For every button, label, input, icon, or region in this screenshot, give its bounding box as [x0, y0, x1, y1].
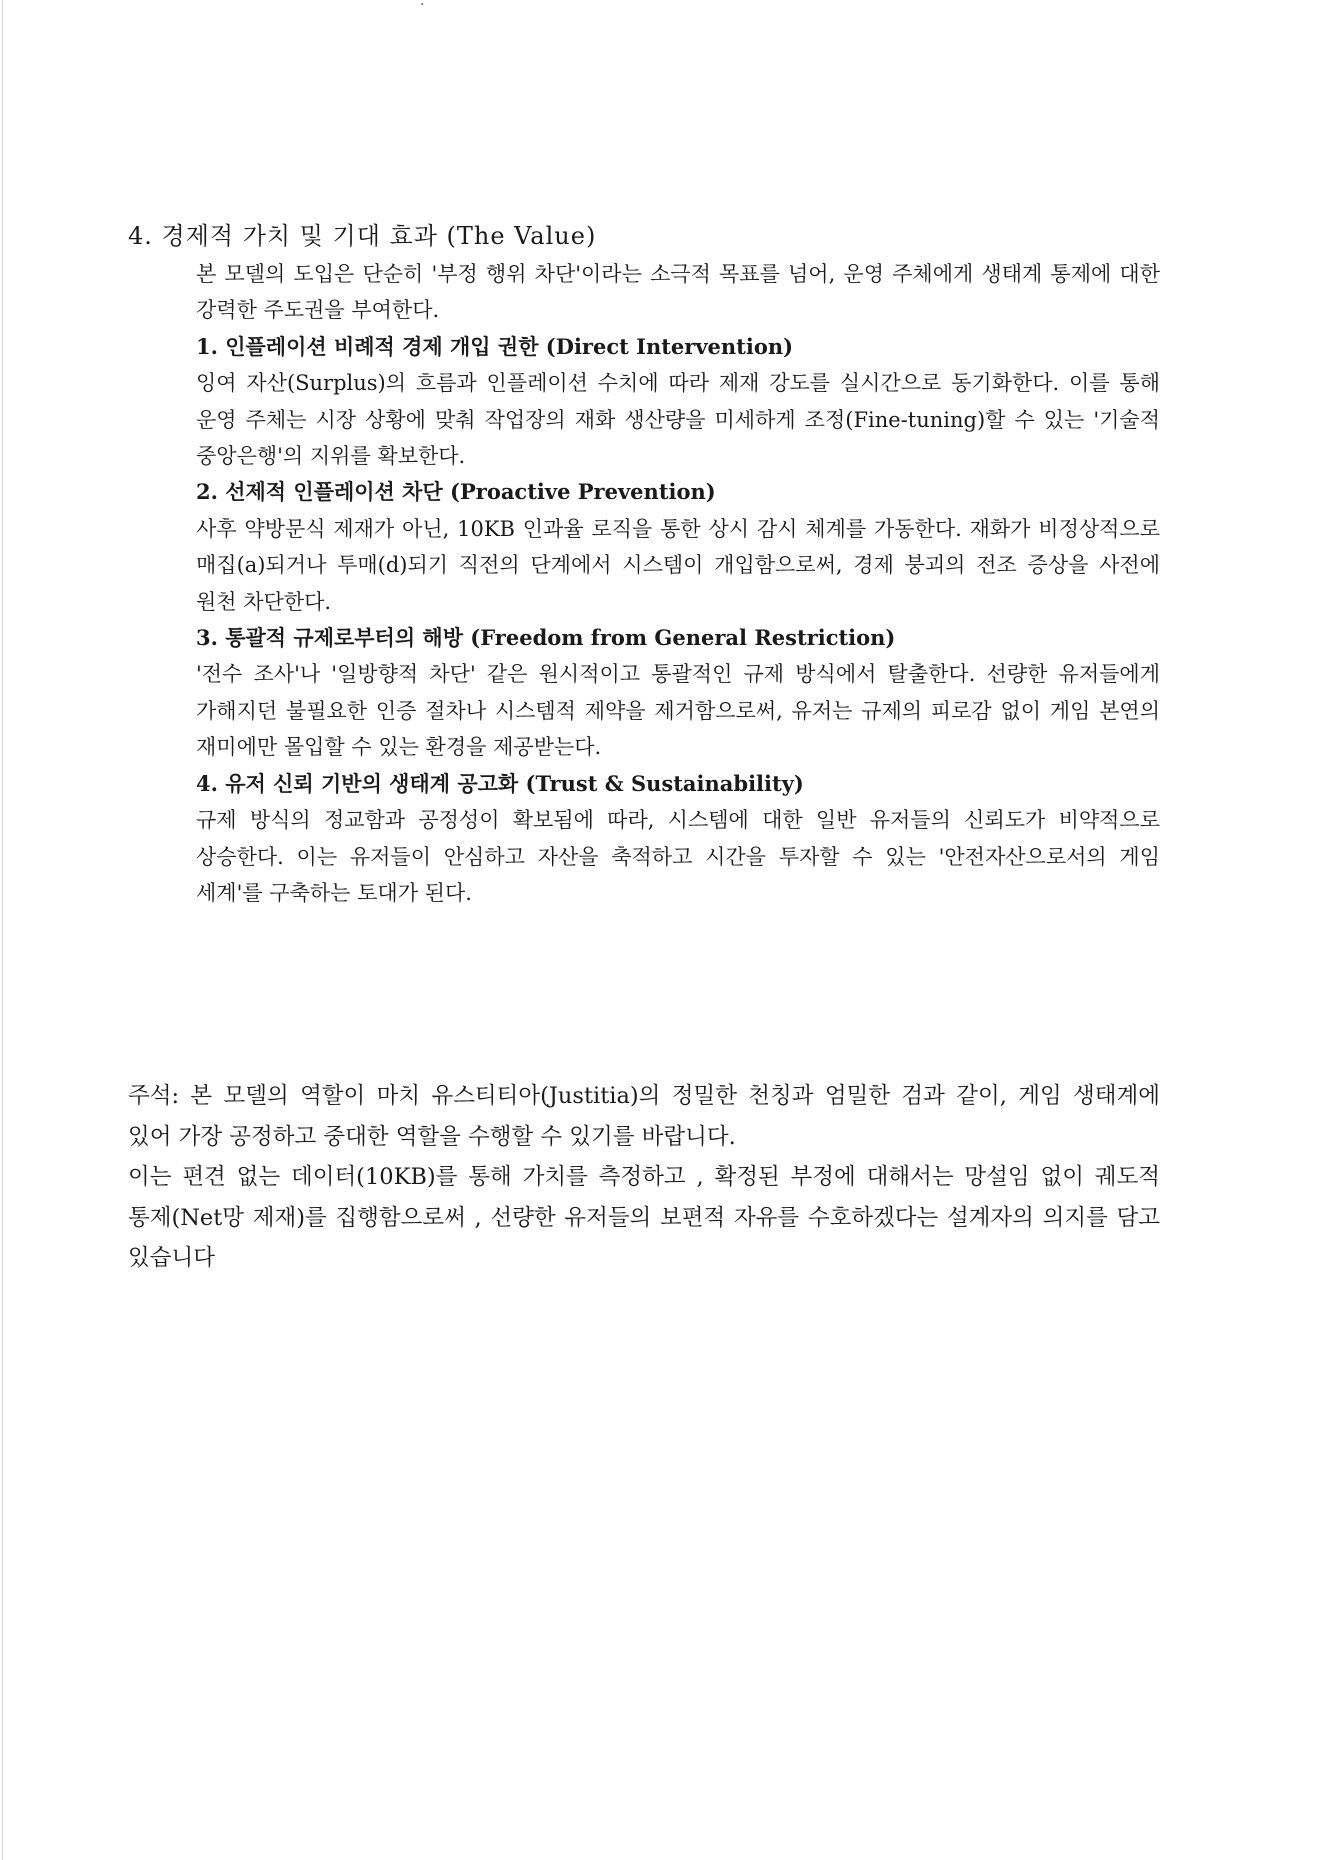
item-body: 규제 방식의 정교함과 공정성이 확보됨에 따라, 시스템에 대한 일반 유저들의 신뢰도가 비약적으로 상승한다. 이는 유저들이 안심하고 자산을 축적하고 시간을 투자할 수 있는 '안전자산으로서의 게임 세계'를 구축하는 토대가 된다. — [196, 808, 1160, 905]
page-left-edge — [2, 0, 3, 1860]
note-paragraph-2: 이는 편견 없는 데이터(10KB)를 통해 가치를 측정하고 , 확정된 부정에 대해서는 망설임 없이 궤도적 통제(Net망 제재)를 집행함으로써 , 선량한 유저들의 보편적 자유를 수호하겠다는 설계자의 의지를 담고 있습니다 — [128, 1164, 1160, 1271]
value-section — [128, 216, 1160, 911]
value-item — [196, 474, 1160, 620]
item-body: '전수 조사'나 '일방향적 차단' 같은 원시적이고 통괄적인 규제 방식에서 탈출한다. 선량한 유저들에게 가해지던 불필요한 인증 절차나 시스템적 제약을 제거함으로써, 유저는 규제의 피로감 없이 게임 본연의 재미에만 몰입할 수 있는 환경을 제공받는다. — [196, 662, 1160, 760]
value-item — [196, 620, 1160, 766]
item-body: 사후 약방문식 제재가 아닌, 10KB 인과율 로직을 통한 상시 감시 체계를 가동한다. 재화가 비정상적으로 매집(a)되거나 투매(d)되기 직전의 단계에서 시스템이 개입함으로써, 경제 붕괴의 전조 증상을 사전에 원천 차단한다. — [196, 516, 1160, 614]
item-heading: 2. 선제적 인플레이션 차단 (Proactive Prevention) — [196, 479, 716, 505]
item-heading: 1. 인플레이션 비례적 경제 개입 권한 (Direct Intervention) — [196, 333, 794, 359]
item-body: 잉여 자산(Surplus)의 흐름과 인플레이션 수치에 따라 제재 강도를 실시간으로 동기화한다. 이를 통해 운영 주체는 시장 상황에 맞춰 작업장의 재화 생산량을 미세하게 조정(Fine-tuning)할 수 있는 '기술적 중앙은행'의 지위를 확보한다. — [196, 371, 1160, 469]
value-item — [196, 766, 1160, 912]
value-item — [196, 329, 1160, 475]
section-body — [196, 256, 1160, 911]
item-heading: 4. 유저 신뢰 기반의 생태계 공고화 (Trust & Sustainability) — [196, 770, 804, 796]
section-intro: 본 모델의 도입은 단순히 '부정 행위 차단'이라는 소극적 목표를 넘어, 운영 주체에게 생태계 통제에 대한 강력한 주도권을 부여한다. — [196, 262, 1160, 323]
footnote — [128, 1076, 1160, 1279]
note-paragraph-1: 주석: 본 모델의 역할이 마치 유스티티아(Justitia)의 정밀한 천칭과 엄밀한 검과 같이, 게임 생태계에 있어 가장 공정하고 중대한 역할을 수행할 수 있기를 바랍니다. — [128, 1083, 1160, 1150]
item-heading: 3. 통괄적 규제로부터의 해방 (Freedom from General Restriction) — [196, 625, 896, 651]
section-title: 4. 경제적 가치 및 기대 효과 (The Value) — [128, 222, 597, 250]
top-dot-mark: · — [420, 0, 425, 13]
